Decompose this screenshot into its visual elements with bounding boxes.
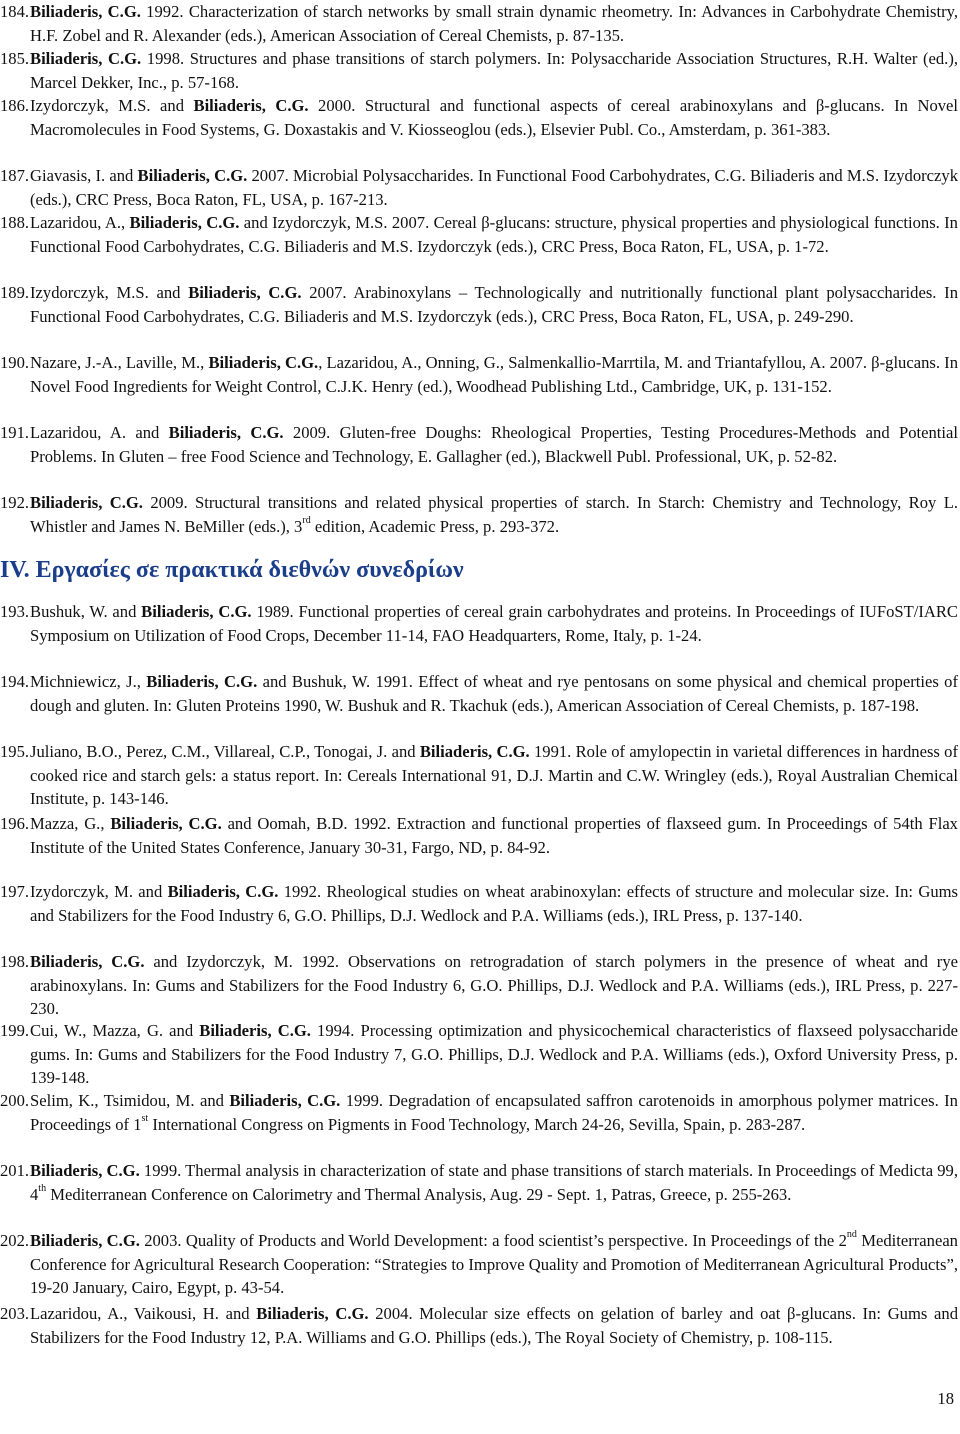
reference-number: 192. [0,493,30,512]
page-number: 18 [937,1389,954,1408]
reference-text: Mazza, G., Biliaderis, C.G. and Oomah, B.D. 1992. Extraction and functional properties of flaxseed gum. In Proceedings of 54th Flax Institute of the United States Conference, January 30-31, Fargo, ND, p. 84-92. [30,814,958,857]
reference-number: 187. [0,166,30,185]
reference-text: Lazaridou, A., Biliaderis, C.G. and Izydorczyk, M.S. 2007. Cereal β-glucans: structure, physical properties and physiological functions. In Functional Food Carbohydrates, C.G. Biliaderis and M.S. Izydorczyk (eds.), CRC Press, Boca Raton, FL, USA, p. 1-72. [30,213,958,256]
reference-entry [0,740,960,811]
reference-text: Biliaderis, C.G. 1998. Structures and phase transitions of starch polymers. In: Polysaccharide Association Structures, R.H. Walter (ed.), Marcel Dekker, Inc., p. 57-168. [30,49,958,92]
reference-number: 202. [0,1231,30,1250]
reference-number: 190. [0,353,30,372]
reference-number: 197. [0,882,30,901]
reference-entry [0,1229,960,1300]
reference-entry [0,600,960,647]
reference-number: 196. [0,814,30,833]
reference-entry [0,1302,960,1349]
reference-text: Biliaderis, C.G. 1999. Thermal analysis in characterization of state and phase transitions of starch materials. In Proceedings of Medicta 99, 4th Mediterranean Conference on Calorimetry and Thermal Analysis, Aug. 29 - Sept. 1, Patras, Greece, p. 255-263. [30,1161,958,1204]
reference-text: Biliaderis, C.G. 2009. Structural transitions and related physical properties of starch. In Starch: Chemistry and Technology, Roy L. Whistler and James N. BeMiller (eds.), 3rd edition, Academic Press, p. 293-372. [30,493,958,536]
reference-text: Juliano, B.O., Perez, C.M., Villareal, C.P., Tonogai, J. and Biliaderis, C.G. 1991. Role of amylopectin in varietal differences in hardness of cooked rice and starch gels: a status report. In: Cereals International 91, D.J. Martin and C.W. Wringley (eds.), Royal Australian Chemical Institute, p. 143-146. [30,742,958,808]
reference-text: Biliaderis, C.G. and Izydorczyk, M. 1992. Observations on retrogradation of starch polymers in the presence of wheat and rye arabinoxylans. In: Gums and Stabilizers for the Food Industry 6, G.O. Phillips, D.J. Wedlock and P.A. Williams (eds.), IRL Press, p. 227- 230. [30,952,958,1018]
reference-number: 193. [0,602,30,621]
reference-text: Biliaderis, C.G. 2003. Quality of Products and World Development: a food scientist’s perspective. In Proceedings of the 2nd Mediterranean Conference for Agricultural Research Cooperation: “Strategies to Improve Quality and Promotion of Mediterranean Agricultural Products”, 19-20 January, Cairo, Egypt, p. 43-54. [30,1229,958,1297]
reference-text: Lazaridou, A., Vaikousi, H. and Biliaderis, C.G. 2004. Molecular size effects on gelation of barley and oat β-glucans. In: Gums and Stabilizers for the Food Industry 12, P.A. Williams and G.O. Phillips (eds.), The Royal Society of Chemistry, p. 108-115. [30,1304,958,1347]
section-title: IV. Εργασίες σε πρακτικά διεθνών συνεδρίων [0,557,464,583]
reference-entry [0,670,960,717]
reference-entry [0,1019,960,1090]
reference-text: Cui, W., Mazza, G. and Biliaderis, C.G. 1994. Processing optimization and physicochemical characteristics of flaxseed polysaccharide gums. In: Gums and Stabilizers for the Food Industry 7, G.O. Phillips, D.J. Wedlock and P.A. Williams (eds.), Oxford University Press, p. 139-148. [30,1021,958,1087]
reference-entry [0,351,960,398]
reference-entry [0,0,960,47]
reference-number: 186. [0,96,30,115]
reference-text: Izydorczyk, M.S. and Biliaderis, C.G. 2000. Structural and functional aspects of cereal arabinoxylans and β-glucans. In Novel Macromolecules in Food Systems, G. Doxastakis and V. Kiosseoglou (eds.), Elsevier Publ. Co., Amsterdam, p. 361-383. [30,96,959,139]
reference-entry [0,211,960,258]
reference-entry [0,281,960,328]
reference-number: 201. [0,1161,30,1180]
reference-entry [0,491,960,538]
reference-text: Izydorczyk, M.S. and Biliaderis, C.G. 2007. Arabinoxylans – Technologically and nutritionally functional plant polysaccharides. In Functional Food Carbohydrates, C.G. Biliaderis and M.S. Izydorczyk (eds.), CRC Press, Boca Raton, FL, USA, p. 249-290. [30,283,958,326]
reference-entry [0,1159,960,1206]
reference-text: Biliaderis, C.G. 1992. Characterization of starch networks by small strain dynamic rheometry. In: Advances in Carbohydrate Chemistry, H.F. Zobel and R. Alexander (eds.), American Association of Cereal Chemists, p. 87-135. [30,2,958,45]
reference-entry [0,94,960,141]
reference-entry [0,812,960,859]
reference-number: 191. [0,423,30,442]
reference-entry [0,421,960,468]
reference-number: 195. [0,742,30,761]
reference-text: Lazaridou, A. and Biliaderis, C.G. 2009. Gluten-free Doughs: Rheological Properties, Testing Procedures-Methods and Potential Problems. In Gluten – free Food Science and Technology, E. Gallagher (ed.), Blackwell Publ. Professional, UK, p. 52-82. [30,423,958,466]
reference-text: Bushuk, W. and Biliaderis, C.G. 1989. Functional properties of cereal grain carbohydrates and proteins. In Proceedings of IUFoST/IARC Symposium on Utilization of Food Crops, December 11-14, FAO Headquarters, Rome, Italy, p. 1-24. [30,602,958,645]
reference-text: Izydorczyk, M. and Biliaderis, C.G. 1992. Rheological studies on wheat arabinoxylan: effects of structure and molecular size. In: Gums and Stabilizers for the Food Industry 6, G.O. Phillips, D.J. Wedlock and P.A. Williams (eds.), IRL Press, p. 137-140. [30,882,958,925]
reference-entry [0,880,960,927]
reference-number: 200. [0,1091,30,1110]
reference-number: 188. [0,213,30,232]
reference-number: 189. [0,283,30,302]
reference-text: Nazare, J.-A., Laville, M., Biliaderis, C.G., Lazaridou, A., Onning, G., Salmenkallio-Marrtila, M. and Triantafyllou, A. 2007. β-glucans. In Novel Food Ingredients for Weight Control, C.J.K. Henry (ed.), Woodhead Publishing Ltd., Cambridge, UK, p. 131-152. [30,353,958,396]
reference-entry [0,47,960,94]
reference-entry [0,1089,960,1136]
reference-number: 199. [0,1021,30,1040]
reference-text: Giavasis, I. and Biliaderis, C.G. 2007. Microbial Polysaccharides. In Functional Food Carbohydrates, C.G. Biliaderis and M.S. Izydorczyk (eds.), CRC Press, Boca Raton, FL, USA, p. 167-213. [30,166,958,209]
reference-entry [0,950,960,1021]
reference-number: 184. [0,2,30,21]
reference-number: 194. [0,672,30,691]
reference-entry [0,164,960,211]
reference-text: Michniewicz, J., Biliaderis, C.G. and Bushuk, W. 1991. Effect of wheat and rye pentosans on some physical and chemical properties of dough and gluten. In: Gluten Proteins 1990, W. Bushuk and R. Tkachuk (eds.), American Association of Cereal Chemists, p. 187-198. [30,672,958,715]
reference-text: Selim, K., Tsimidou, M. and Biliaderis, C.G. 1999. Degradation of encapsulated saffron carotenoids in amorphous polymer matrices. In Proceedings of 1st International Congress on Pigments in Food Technology, March 24-26, Sevilla, Spain, p. 283-287. [30,1091,958,1134]
reference-number: 198. [0,952,30,971]
reference-number: 185. [0,49,30,68]
reference-number: 203. [0,1304,30,1323]
